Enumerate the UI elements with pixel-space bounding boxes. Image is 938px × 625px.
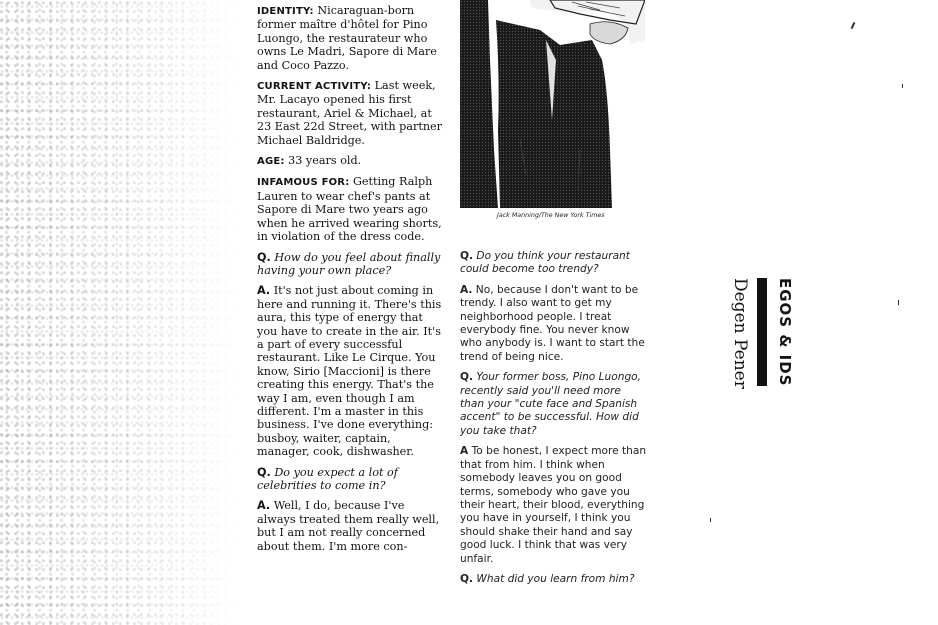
question-4 [460,371,648,438]
question-3-label: Q. [460,250,474,262]
age-paragraph [257,154,445,168]
portrait-photo-graphic [460,0,645,208]
column-author: Degen Pener [730,278,750,389]
current-activity-text: Last week, Mr. Lacayo opened his first restaurant, Ariel & Michael, at 23 East 22d Street, with partner Michael Baldridge. [257,79,442,147]
scan-noise [0,0,240,625]
age-text: 33 years old. [288,154,362,168]
question-5-text: What did you learn from him? [476,572,635,585]
question-4-label: Q. [460,371,474,384]
answer-4-text: To be honest, I expect more than that from him. I think when somebody leaves you on good terms, somebody who gave you their heart, their blood, everything you have in yourself, I think you should shake their hand and say good luck. I think that was very unfair. [460,445,647,565]
identity-label: IDENTITY: [257,6,314,17]
scan-speck [898,300,899,305]
question-4-text: Your former boss, Pino Luongo, recently said you'll need more than your "cute face and Spanish accent" to be successful. How did you take that? [460,371,642,437]
answer-1-label: A. [257,284,271,298]
portrait-photo [460,0,645,208]
answer-1 [257,284,445,458]
question-1-label: Q. [257,250,271,264]
infamous-for-text: Getting Ralph Lauren to wear chef's pants at Sapore di Mare two years ago when he arrived wearing shorts, in violation of the dress code. [257,175,442,244]
column-heading [730,278,872,389]
profile-column-right [460,250,648,593]
answer-3-text: No, because I don't want to be trendy. I also want to get my neighborhood people. I treat everybody fine. You never know who anybody is. I want to start the trend of being nice. [460,283,645,363]
answer-2 [257,499,445,553]
infamous-for-paragraph [257,175,445,243]
answer-4 [460,445,648,566]
scan-speck [710,518,711,522]
answer-1-text: It's not just about coming in here and running it. There's this aura, this type of energy that you have to create in the air. It's a part of every successful restaurant. Like Le Cirque. You know, Sirio [Maccioni] is there creating this energy. That's the way I am, even though I am different. I'm a master in this business. I've done everything: busboy, waiter, captain, manager, cook, dishwasher. [257,284,442,459]
identity-paragraph [257,4,445,72]
profile-column-left [257,4,445,560]
question-1-text: How do you feel about finally having your own place? [257,250,441,277]
question-2 [257,466,445,493]
answer-2-text: Well, I do, because I've always treated them really well, but I am not really concerned about them. I'm more con- [257,499,440,553]
question-5-label: Q. [460,572,474,585]
answer-2-label: A. [257,499,271,513]
photo-credit: Jack Manning/The New York Times [497,212,605,219]
column-heading-bar [757,278,767,386]
scan-speck [902,84,903,88]
identity-text: Nicaraguan-born former maître d'hôtel for Pino Luongo, the restaurateur who owns Le Madri, Sapore di Mare and Coco Pazzo. [257,4,437,72]
current-activity-paragraph [257,79,445,147]
age-label: AGE: [257,156,285,168]
scan-speck [851,22,856,29]
question-3-text: Do you think your restaurant could become too trendy? [460,250,630,276]
question-2-text: Do you expect a lot of celebrities to come in? [257,465,398,492]
current-activity-label: CURRENT ACTIVITY: [257,81,372,93]
question-3 [460,250,648,277]
column-title: EGOS & IDS [776,278,794,387]
infamous-for-label: INFAMOUS FOR: [257,177,350,189]
question-1 [257,251,445,278]
question-2-label: Q. [257,465,271,479]
question-5 [460,573,648,586]
answer-3-label: A. [460,283,473,296]
answer-3 [460,284,648,364]
answer-4-label: A [460,445,469,458]
